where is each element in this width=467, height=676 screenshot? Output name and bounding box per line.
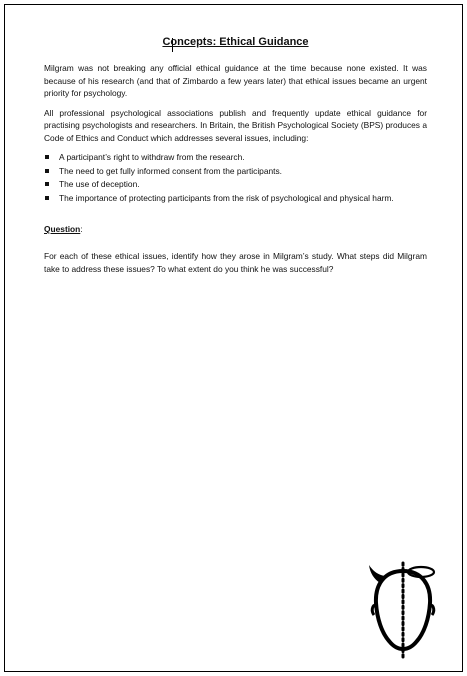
question-paragraph: For each of these ethical issues, identify how they arose in Milgram’s study. What steps did Milgram take to address these issues? To what extent do you think he was successful? [44,251,427,274]
bullet-icon [45,182,49,186]
bullet-icon [45,196,49,200]
list-item [44,165,427,178]
page-title: Concepts: Ethical Guidance [162,36,309,48]
bullet-icon [45,169,49,173]
list-item [44,151,427,164]
bps-paragraph: All professional psychological associations publish and frequently update ethical guidance for practising psychologists and researchers. In Britain, the British Psychological Society (BPS) produces a Code of Ethics and Conduct which addresses several issues, including: [44,107,427,143]
ethical-issues-list [44,151,427,204]
list-item-text: The use of deception. [59,179,140,189]
list-item [44,178,427,191]
question-heading [44,223,427,235]
list-item [44,192,427,205]
document-content [44,35,427,282]
intro-paragraph: Milgram was not breaking any official ethical guidance at the time because none existed. It was because of his research (and that of Zimbardo a few years later) that ethical issues became an urgent priority for psychology. [44,63,427,98]
bullet-icon [45,155,49,159]
question-label: Question [44,224,81,234]
list-item-text: A participant’s right to withdraw from the research. [59,152,245,162]
list-item-text: The importance of protecting participants from the risk of psychological and physical harm. [59,192,394,203]
document-page [4,4,463,672]
question-colon: : [80,224,83,234]
devil-angle-head-icon [362,561,444,659]
list-item-text: The need to get fully informed consent from the participants. [59,165,282,176]
